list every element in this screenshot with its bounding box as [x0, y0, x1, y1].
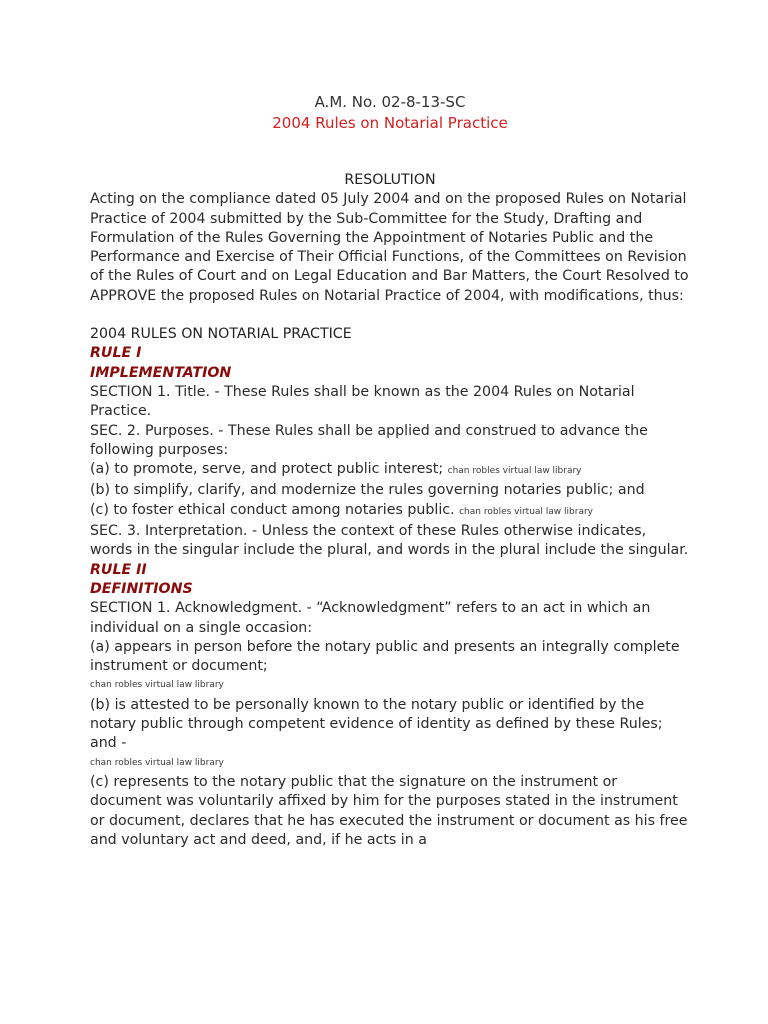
- document-number: A.M. No. 02-8-13-SC: [314, 93, 466, 111]
- rule-1-section-2: SEC. 2. Purposes. - These Rules shall be applied and construed to advance the following purposes:: [90, 422, 648, 458]
- library-note: chan robles virtual law library: [90, 757, 224, 768]
- definition-item-a: (a) appears in person before the notary public and presents an integrally complete instrument or document;: [90, 638, 680, 675]
- rules-title: 2004 RULES ON NOTARIAL PRACTICE: [90, 326, 352, 343]
- library-note: chan robles virtual law library: [459, 506, 593, 517]
- rule-1-number: RULE I: [90, 345, 142, 362]
- definition-item-c: (c) represents to the notary public that the signature on the instrument or document was voluntarily affixed by him for the purposes stated in the instrument or document, declares that he has executed the instrument or document as his free and voluntary act and deed, and, if he acts in a: [90, 773, 688, 848]
- rule-2-name: DEFINITIONS: [90, 580, 193, 597]
- document-page: [90, 92, 690, 850]
- paragraph-gap: [90, 306, 690, 325]
- rule-1-name: IMPLEMENTATION: [90, 364, 232, 381]
- document-title: 2004 Rules on Notarial Practice: [272, 114, 508, 132]
- purpose-c-text: (c) to foster ethical conduct among notaries public.: [90, 501, 455, 518]
- rule-1-section-1: SECTION 1. Title. - These Rules shall be known as the 2004 Rules on Notarial Practice.: [90, 383, 635, 420]
- resolution-heading: RESOLUTION: [344, 172, 436, 188]
- purpose-a: [90, 460, 690, 481]
- purpose-c: [90, 501, 690, 522]
- purpose-a-text: (a) to promote, serve, and protect public interest;: [90, 461, 444, 478]
- rule-2-section-1: SECTION 1. Acknowledgment. - “Acknowledgment” refers to an act in which an individual on a single occasion:: [90, 600, 651, 636]
- resolution-body: Acting on the compliance dated 05 July 2004 and on the proposed Rules on Notarial Practice of 2004 submitted by the Sub-Committee for the Study, Drafting and Formulation of the Rules Governing the Appointment of Notaries Public and the Performance and Exercise of Their Official Functions, of the Committees on Revision of the Rules of Court and on Legal Education and Bar Matters, the Court Resolved to APPROVE the proposed Rules on Notarial Practice of 2004, with modifications, thus:: [90, 191, 689, 304]
- definition-item-b: (b) is attested to be personally known to the notary public or identified by the notary public through competent evidence of identity as defined by these Rules; and -: [90, 696, 663, 752]
- rule-1-section-3: SEC. 3. Interpretation. - Unless the context of these Rules otherwise indicates, words in the singular include the plural, and words in the plural include the singular.: [90, 523, 689, 559]
- library-note: chan robles virtual law library: [447, 466, 582, 477]
- rule-2-number: RULE II: [90, 561, 147, 578]
- library-note: chan robles virtual law library: [90, 680, 224, 691]
- purpose-b: (b) to simplify, clarify, and modernize the rules governing notaries public; and: [90, 482, 645, 499]
